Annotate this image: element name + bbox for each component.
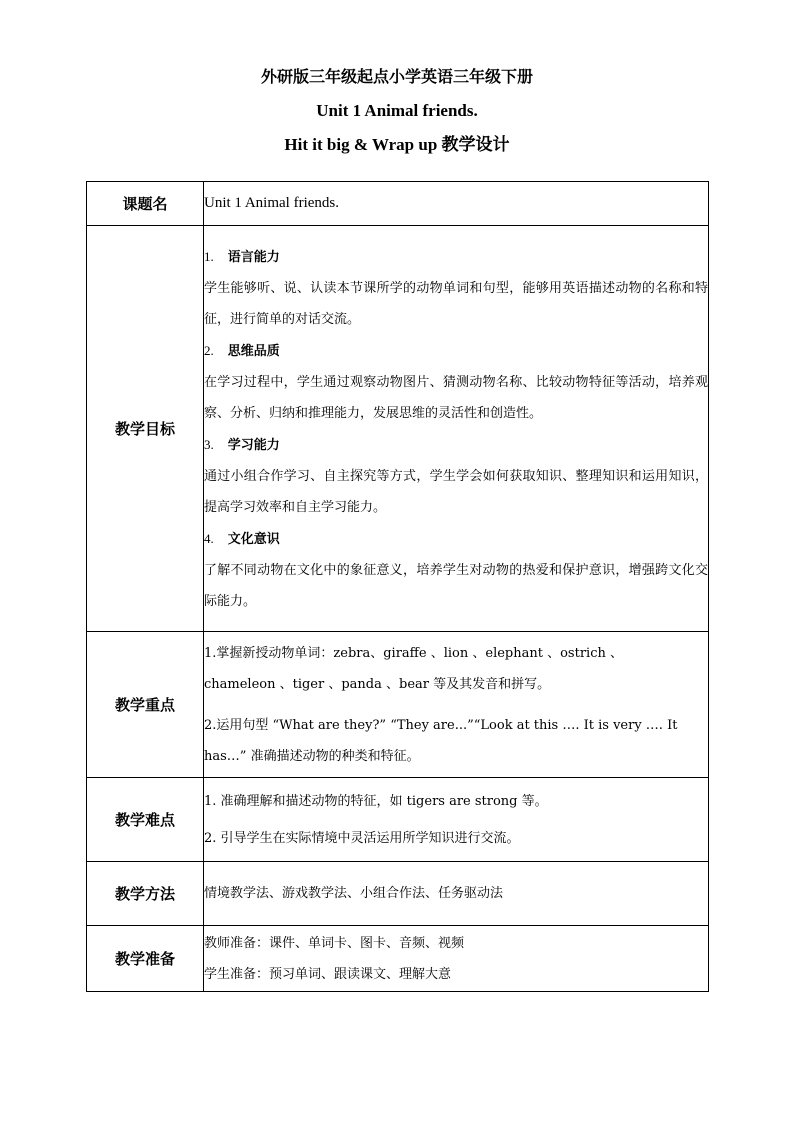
topic-label: 课题名 [87, 182, 204, 226]
key-point-text: has…” 准确描述动物的种类和特征。 [204, 748, 420, 764]
student-preparation: 学生准备：预习单词、跟读课文、理解大意 [204, 966, 452, 982]
objective-text: 通过小组合作学习、自主探究等方式，学生学会如何获取知识、整理知识和运用知识，提高学习效率和自主学习能力。 [204, 468, 708, 515]
document-header [0, 60, 794, 162]
methods-label: 教学方法 [87, 862, 204, 926]
teacher-preparation: 教师准备：课件、单词卡、图卡、音频、视频 [204, 935, 465, 951]
difficulty-text: 1. 准确理解和描述动物的特征，如 tigers are strong 等。 [204, 793, 548, 809]
objectives-label: 教学目标 [87, 226, 204, 632]
objectives-row [87, 226, 709, 632]
lesson-plan-table [86, 181, 709, 992]
unit-title: Unit 1 Animal friends. [316, 101, 478, 120]
objective-heading: 3. 学习能力 [204, 436, 280, 453]
methods-row [87, 862, 709, 926]
objective-text: 了解不同动物在文化中的象征意义，培养学生对动物的热爱和保护意识，增强跨文化交际能力。 [204, 562, 708, 609]
lesson-title: Hit it big & Wrap up 教学设计 [284, 135, 510, 154]
objective-heading: 2. 思维品质 [204, 342, 280, 359]
difficulties-content [204, 778, 709, 862]
difficulty-text: 2. 引导学生在实际情境中灵活运用所学知识进行交流。 [204, 830, 520, 846]
preparation-row [87, 926, 709, 992]
key-points-content [204, 632, 709, 778]
preparation-label: 教学准备 [87, 926, 204, 992]
methods-value: 情境教学法、游戏教学法、小组合作法、任务驱动法 [204, 862, 709, 926]
difficulties-label: 教学难点 [87, 778, 204, 862]
key-point-text: chameleon 、tiger 、panda 、bear 等及其发音和拼写。 [204, 676, 551, 692]
document-title: 外研版三年级起点小学英语三年级下册 [260, 67, 533, 86]
topic-value: Unit 1 Animal friends. [204, 182, 709, 226]
key-points-label: 教学重点 [87, 632, 204, 778]
key-point-text: 1.掌握新授动物单词：zebra、giraffe 、lion 、elephant 、ostrich 、 [204, 645, 623, 661]
objectives-content [204, 226, 709, 632]
key-points-row [87, 632, 709, 778]
difficulties-row [87, 778, 709, 862]
topic-row [87, 182, 709, 226]
preparation-content [204, 926, 709, 992]
objective-text: 学生能够听、说、认读本节课所学的动物单词和句型，能够用英语描述动物的名称和特征，进行简单的对话交流。 [204, 280, 708, 327]
objective-heading: 4. 文化意识 [204, 530, 280, 547]
key-point-text: 2.运用句型 “What are they?” “They are...”“Look at this …. It is very …. It [204, 717, 678, 733]
objective-heading: 1. 语言能力 [204, 248, 280, 265]
objective-text: 在学习过程中，学生通过观察动物图片、猜测动物名称、比较动物特征等活动，培养观察、分析、归纳和推理能力，发展思维的灵活性和创造性。 [204, 374, 708, 421]
